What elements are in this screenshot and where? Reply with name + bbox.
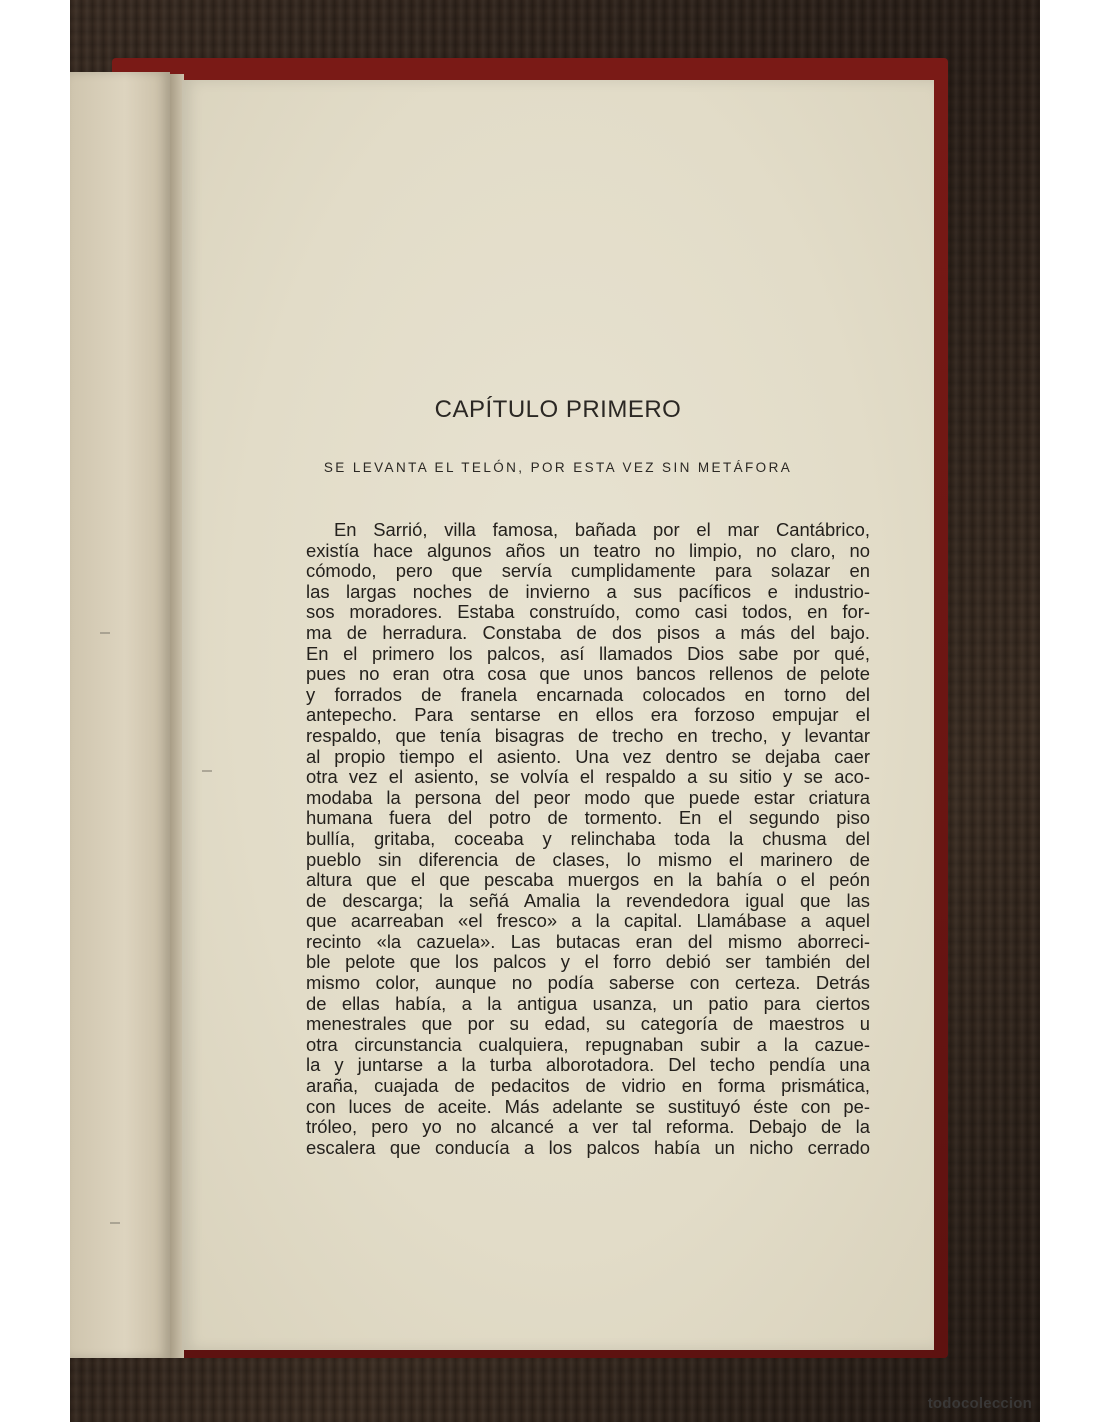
text-line: al propio tiempo el asiento. Una vez dentro se dejaba caer <box>306 745 870 767</box>
text-line: con luces de aceite. Más adelante se sustituyó éste con pe- <box>306 1095 870 1117</box>
text-line: y forrados de franela encarnada colocados en torno del <box>306 683 870 705</box>
text-line: sos moradores. Estaba construído, como casi todos, en for- <box>306 601 870 623</box>
text-line: existía hace algunos años un teatro no limpio, no claro, no <box>306 539 870 561</box>
text-line: otra vez el asiento, se volvía el respaldo a su sitio y se aco- <box>306 766 870 788</box>
text-line: escalera que conducía a los palcos había un nicho cerrado <box>306 1136 870 1158</box>
text-line: humana fuera del potro de tormento. En el segundo piso <box>306 807 870 829</box>
text-line: recinto «la cazuela». Las butacas eran del mismo aborreci- <box>306 930 870 952</box>
body-text <box>306 520 870 1158</box>
book-page <box>182 80 934 1350</box>
text-line: altura que el que pescaba muergos en la bahía o el peón <box>306 869 870 891</box>
chapter-subtitle: SE LEVANTA EL TELÓN, POR ESTA VEZ SIN METÁFORA <box>323 460 793 475</box>
text-line: En Sarrió, villa famosa, bañada por el mar Cantábrico, <box>334 519 870 540</box>
text-line: modaba la persona del peor modo que puede estar criatura <box>306 786 870 808</box>
text-line: ma de herradura. Constaba de dos pisos a más del bajo. <box>306 621 870 643</box>
pencil-mark <box>110 1222 120 1224</box>
text-line: cómodo, pero que servía cumplidamente para solazar en <box>306 560 870 582</box>
text-line: antepecho. Para sentarse en ellos era forzoso empujar el <box>306 704 870 726</box>
photo-frame <box>70 0 1040 1422</box>
text-line: En el primero los palcos, así llamados Dios sabe por qué, <box>306 642 870 664</box>
text-line: menestrales que por su edad, su categoría de maestros u <box>306 1013 870 1035</box>
text-line: pues no eran otra cosa que unos bancos rellenos de pelote <box>306 663 870 685</box>
text-line: las largas noches de invierno a sus pacíficos e industrio- <box>306 580 870 602</box>
text-line: que acarreaban «el fresco» a la capital. Llamábase a aquel <box>306 910 870 932</box>
pencil-mark <box>100 632 110 634</box>
text-line: pueblo sin diferencia de clases, lo mismo el marinero de <box>306 848 870 870</box>
text-line: la y juntarse a la turba alborotadora. Del techo pendía una <box>306 1054 870 1076</box>
text-line: mismo color, aunque no podía saberse con certeza. Detrás <box>306 972 870 994</box>
text-line: respaldo, que tenía bisagras de trecho en trecho, y levantar <box>306 724 870 746</box>
text-line: bullía, gritaba, coceaba y relinchaba toda la chusma del <box>306 827 870 849</box>
text-line: tróleo, pero yo no alcancé a ver tal reforma. Debajo de la <box>306 1116 870 1138</box>
text-line: araña, cuajada de pedacitos de vidrio en forma prismática, <box>306 1075 870 1097</box>
text-line: ble pelote que los palcos y el forro debió ser también del <box>306 951 870 973</box>
chapter-title: CAPÍTULO PRIMERO <box>434 396 682 423</box>
watermark-logo: todocoleccion <box>927 1395 1032 1412</box>
text-line: otra circunstancia cualquiera, repugnaban subir a la cazue- <box>306 1033 870 1055</box>
left-page-edge <box>70 72 170 1358</box>
text-line: de descarga; la señá Amalia la revendedora igual que las <box>306 889 870 911</box>
text-line: de ellas había, a la antigua usanza, un patio para ciertos <box>306 992 870 1014</box>
pencil-mark <box>202 770 212 772</box>
